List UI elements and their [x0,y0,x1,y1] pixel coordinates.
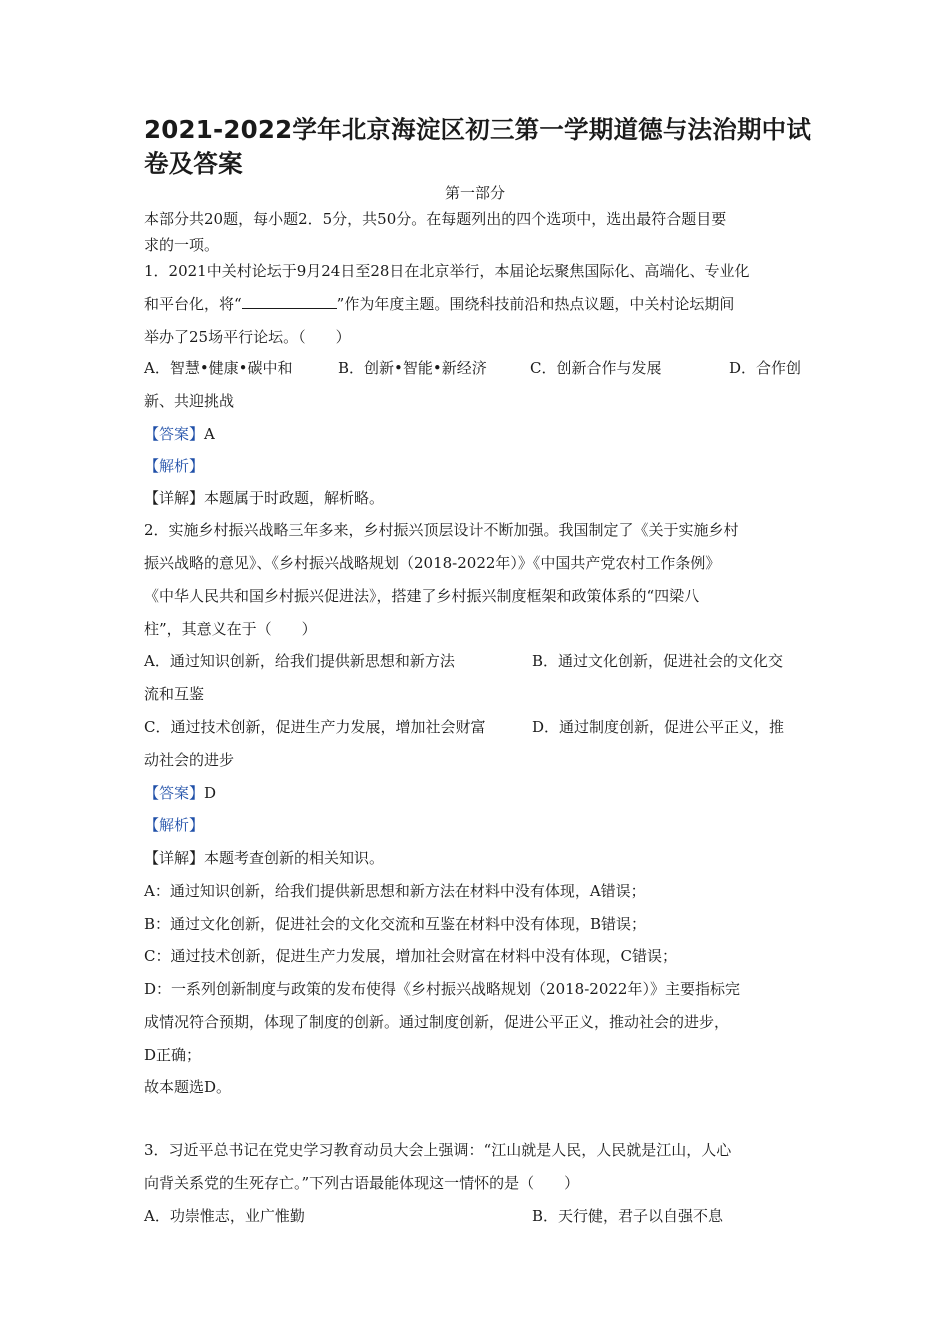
q1-option-a: A．智慧•健康•碳中和 [144,359,293,377]
q2-answer-tag: 【答案】 [144,784,205,802]
q2-answer-value: D [204,784,217,802]
q1-answer-value: A [204,425,215,443]
q3-stem-line-2: 向背关系党的生死存亡。”下列古语最能体现这一情怀的是（ ） [144,1174,580,1192]
q1-answer-tag: 【答案】 [144,425,205,443]
q2-detail-line-1: 【详解】本题考查创新的相关知识。 [144,849,385,867]
q3-option-b: B．天行健，君子以自强不息 [532,1207,724,1225]
q2-option-a: A．通过知识创新，给我们提供新思想和新方法 [144,652,455,670]
q2-stem-line-4: 柱”，其意义在于（ ） [144,620,317,638]
intro-line-2: 求的一项。 [144,236,220,254]
q1-answer-blank [242,294,337,309]
q2-stem-line-2: 振兴战略的意见》、《乡村振兴战略规划（2018-2022年）》《中国共产党农村工作条例》 [144,554,721,572]
q2-option-c: C．通过技术创新，促进生产力发展，增加社会财富 [144,718,486,736]
q2-answer [144,783,216,803]
q2-detail-line-5: D：一系列创新制度与政策的发布使得《乡村振兴战略规划（2018-2022年）》主要指标完 [144,980,740,998]
q1-stem-line-1: 1．2021中关村论坛于9月24日至28日在北京举行，本届论坛聚焦国际化、高端化、专业化 [144,262,750,280]
title-line-2: 卷及答案 [144,149,243,178]
q2-option-d-cont: 动社会的进步 [144,751,235,769]
q3-stem-line-1: 3．习近平总书记在党史学习教育动员大会上强调：“江山就是人民，人民就是江山，人心 [144,1141,732,1159]
q2-stem-line-3: 《中华人民共和国乡村振兴促进法》，搭建了乡村振兴制度框架和政策体系的“四梁八 [144,587,700,605]
q2-option-b: B．通过文化创新，促进社会的文化交 [532,652,784,670]
title-line-1: 2021-2022学年北京海淀区初三第一学期道德与法治期中试 [144,115,812,144]
q2-detail-line-2: A：通过知识创新，给我们提供新思想和新方法在材料中没有体现，A错误； [144,882,646,900]
q1-stem-part-a: 和平台化，将“ [144,295,242,313]
q1-option-c: C．创新合作与发展 [530,359,662,377]
document-title [144,113,824,181]
q3-option-a: A．功崇惟志，业广惟勤 [144,1207,305,1225]
q1-option-d-cont: 新、共迎挑战 [144,392,235,410]
q2-detail-line-8: 故本题选D。 [144,1078,232,1096]
q2-detail-line-3: B：通过文化创新，促进社会的文化交流和互鉴在材料中没有体现，B错误； [144,915,647,933]
q2-detail-line-6: 成情况符合预期，体现了制度的创新。通过制度创新，促进公平正义，推动社会的进步， [144,1013,730,1031]
q1-analysis-tag: 【解析】 [144,457,205,475]
q2-stem-line-1: 2．实施乡村振兴战略三年多来，乡村振兴顶层设计不断加强。我国制定了《关于实施乡村 [144,521,739,539]
q2-detail-line-4: C：通过技术创新，促进生产力发展，增加社会财富在材料中没有体现，C错误； [144,947,677,965]
intro-line-1: 本部分共20题，每小题2．5分，共50分。在每题列出的四个选项中，选出最符合题目要 [144,210,727,228]
q2-detail-line-7: D正确； [144,1046,202,1064]
q1-detail: 【详解】本题属于时政题，解析略。 [144,489,385,507]
q1-answer [144,424,215,444]
q1-stem-line-2 [144,294,734,314]
q1-stem-line-3: 举办了25场平行论坛。（ ） [144,328,351,346]
q2-option-b-cont: 流和互鉴 [144,685,205,703]
q2-analysis-tag: 【解析】 [144,816,205,834]
section-heading: 第一部分 [444,184,505,202]
q2-option-d: D．通过制度创新，促进公平正义，推 [532,718,785,736]
q1-option-b: B．创新•智能•新经济 [338,359,487,377]
q1-stem-part-b: ”作为年度主题。围绕科技前沿和热点议题，中关村论坛期间 [336,295,735,313]
q1-option-d: D．合作创 [729,359,802,377]
